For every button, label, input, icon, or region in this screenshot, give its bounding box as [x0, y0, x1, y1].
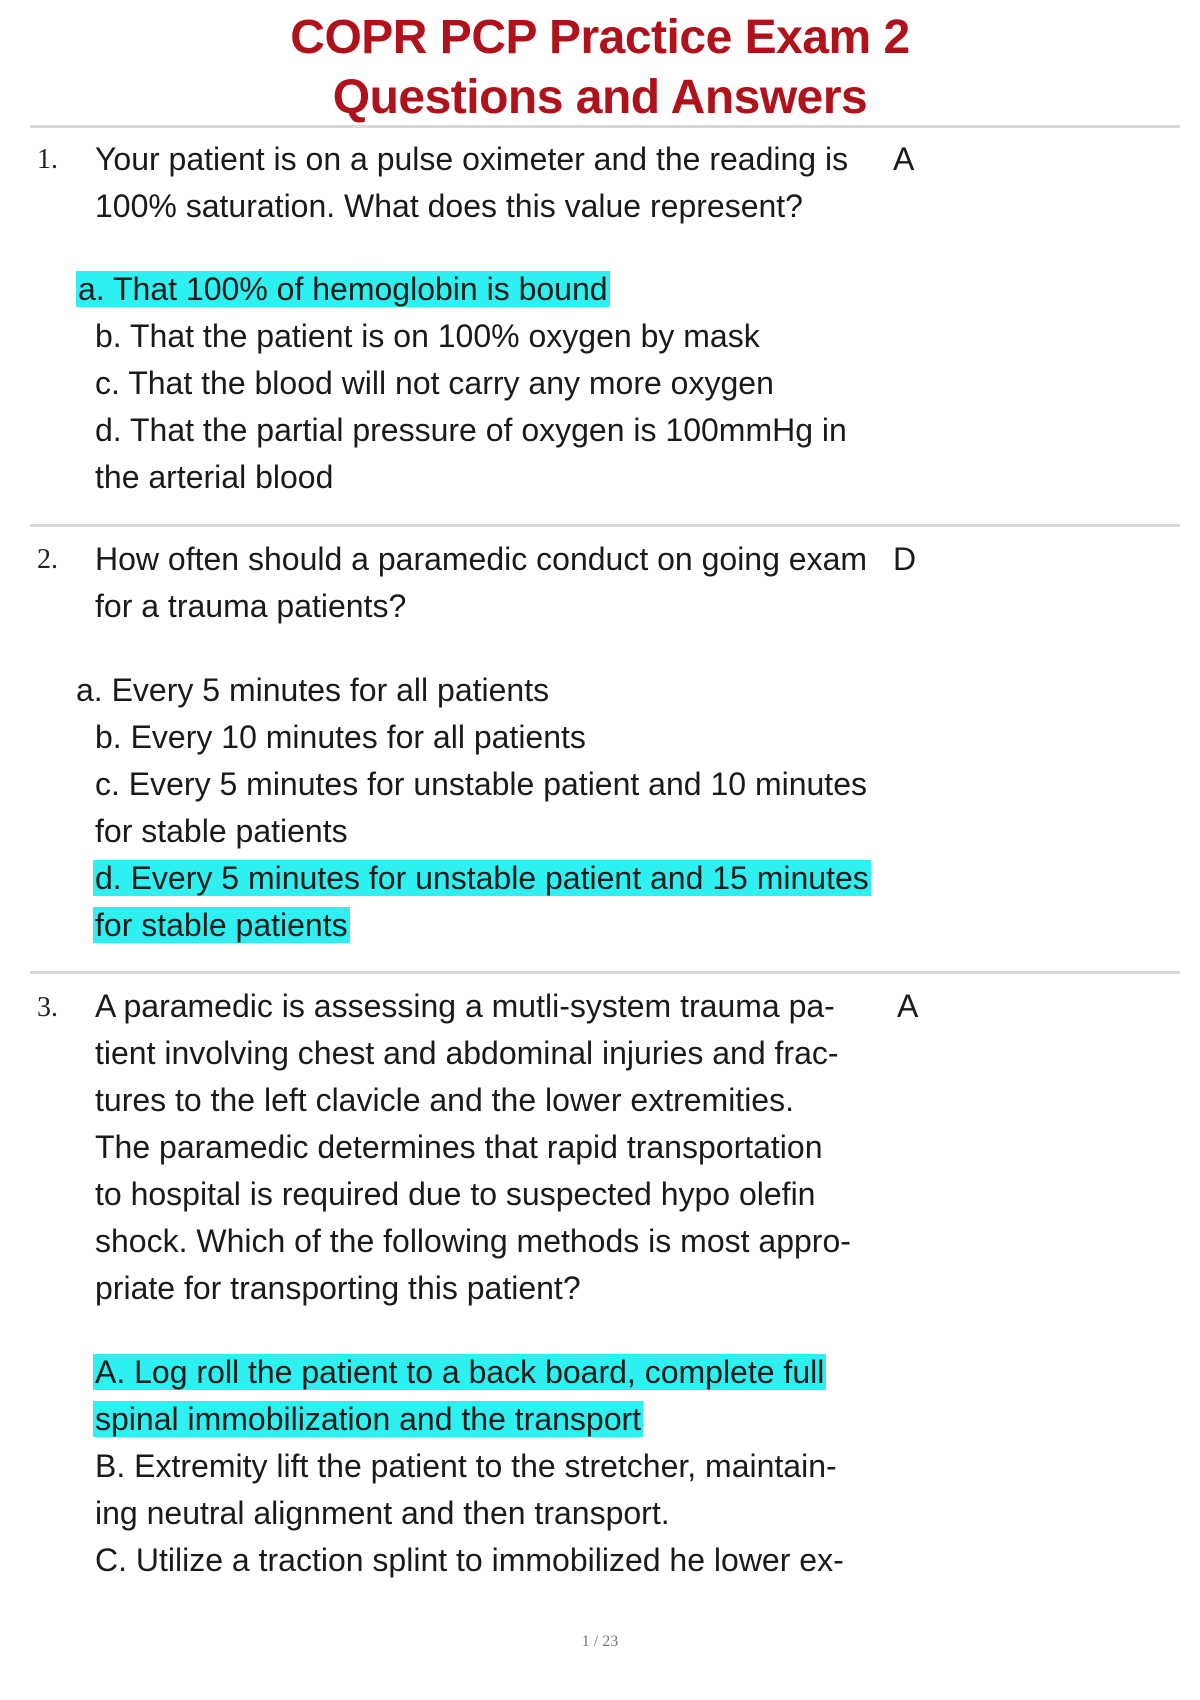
- question-text-line: The paramedic determines that rapid transportation: [95, 1129, 823, 1165]
- title-line-1: COPR PCP Practice Exam 2: [290, 11, 910, 64]
- divider: [30, 971, 1180, 974]
- option-d-correct: [93, 855, 871, 902]
- option-a-correct-continued: [93, 1396, 643, 1443]
- divider: [30, 524, 1180, 527]
- option-text: d. Every 5 minutes for unstable patient and 15 minutes: [95, 860, 869, 896]
- question-text-line: tures to the left clavicle and the lower extremities.: [95, 1082, 794, 1118]
- question-text-line: shock. Which of the following methods is most appro-: [95, 1223, 851, 1259]
- question-text-line: Your patient is on a pulse oximeter and the reading is: [95, 141, 849, 177]
- option-b: B. Extremity lift the patient to the stretcher, maintain-: [95, 1448, 837, 1484]
- question-text-line: for a trauma patients?: [95, 588, 407, 624]
- option-text: spinal immobilization and the transport: [95, 1401, 642, 1437]
- option-d: d. That the partial pressure of oxygen is 100mmHg in: [95, 412, 847, 448]
- question-number: 3.: [37, 992, 58, 1023]
- option-b: b. Every 10 minutes for all patients: [95, 719, 586, 755]
- question-text-line: How often should a paramedic conduct on going exam: [95, 541, 868, 577]
- option-a-correct: [76, 266, 610, 313]
- option-b-continued: ing neutral alignment and then transport.: [95, 1495, 670, 1531]
- option-text: A. Log roll the patient to a back board, complete full: [95, 1354, 825, 1390]
- document-title: [0, 8, 1200, 128]
- option-c: c. Every 5 minutes for unstable patient and 10 minutes: [95, 766, 867, 802]
- answer-key: D: [893, 541, 917, 577]
- question-text-line: to hospital is required due to suspected hypo olefin: [95, 1176, 816, 1212]
- answer-key: A: [893, 141, 915, 177]
- option-text: a. That 100% of hemoglobin is bound: [78, 271, 608, 307]
- question-text-line: 100% saturation. What does this value represent?: [95, 188, 803, 224]
- option-a-correct: [93, 1349, 826, 1396]
- page-number: 1 / 23: [581, 1633, 619, 1650]
- question-text-line: A paramedic is assessing a mutli-system trauma pa-: [95, 988, 835, 1024]
- title-line-2: Questions and Answers: [332, 71, 868, 124]
- question-number: 2.: [37, 544, 58, 575]
- option-b: b. That the patient is on 100% oxygen by mask: [95, 318, 760, 354]
- option-d-correct-continued: [93, 902, 350, 949]
- option-a: a. Every 5 minutes for all patients: [76, 672, 550, 708]
- option-c: C. Utilize a traction splint to immobilized he lower ex-: [95, 1542, 844, 1578]
- question-text-line: priate for transporting this patient?: [95, 1270, 581, 1306]
- question-text-line: tient involving chest and abdominal injuries and frac-: [95, 1035, 839, 1071]
- option-c-continued: for stable patients: [95, 813, 348, 849]
- answer-key: A: [897, 988, 919, 1024]
- question-number: 1.: [37, 144, 58, 175]
- option-d-continued: the arterial blood: [95, 459, 334, 495]
- option-text: for stable patients: [95, 907, 348, 943]
- option-c: c. That the blood will not carry any more oxygen: [95, 365, 774, 401]
- divider: [30, 125, 1180, 128]
